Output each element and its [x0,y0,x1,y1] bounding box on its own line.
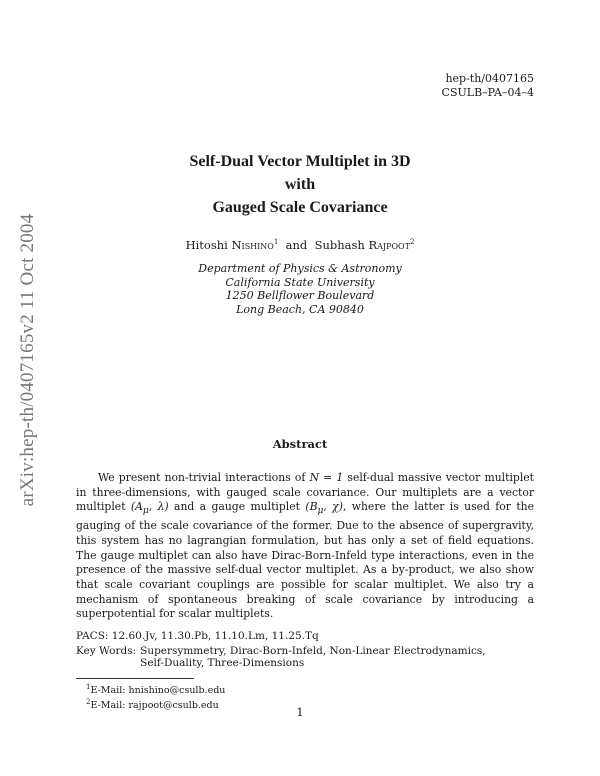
key-words-line-1: Supersymmetry, Dirac-Born-Infeld, Non-Linear Electrodynamics, [140,645,486,657]
abstract-text-1: We present non-trivial interactions of [98,471,310,484]
author-2-last: Rajpoot [368,238,410,252]
math-gauge-multiplet: ($B_\mu$, χ) [305,500,343,517]
footnote-2-text: E-Mail: rajpoot@csulb.edu [90,700,219,712]
footnote-1-text: E-Mail: hnishino@csulb.edu [90,685,226,697]
page-number: 1 [296,705,304,719]
paper-title [0,150,600,219]
affiliation [0,262,600,316]
affiliation-line-3: 1250 Bellflower Boulevard [225,289,375,302]
author-1-last: Nishino [231,238,274,252]
title-line-2: with [284,176,316,193]
key-words [76,645,486,669]
abstract-text-2: self-dual massive vector multiplet in three-dimensions, with gauged scale covariance. Our multiplets are a vector multiplet [76,471,534,514]
report-number-1: hep-th/0407165 [445,72,534,85]
footnote-2-mark: 2 [86,698,91,706]
affiliation-line-2: California State University [225,275,375,289]
abstract-text-4: , where the latter is used for the gauging of the scale covariance of the former. Due to the absence of supergravity, this system has no lagrangian formulation, but has only a set of field equations. The gauge multiplet can also have Dirac-Born-Infeld type interactions, even in the presence of the massive self-dual vector multiplet. As a by-product, we also show that scale covariant couplings are possible for scalar multiplet. We also try a mechanism of spontaneous breaking of scale covariance by introducing a superpotential for scalar multiplets. [76,500,534,621]
footnote-rule [76,678,194,679]
arxiv-identifier: arXiv:hep-th/0407165v2 11 Oct 2004 [17,213,38,507]
author-2-footnote-mark: 2 [409,238,415,247]
pacs-codes: PACS: 12.60.Jv, 11.30.Pb, 11.10.Lm, 11.25.Tq [76,630,319,642]
affiliation-line-4: Long Beach, CA 90840 [236,302,364,316]
title-line-1: Self-Dual Vector Multiplet in 3D [189,153,411,170]
title-line-3: Gauged Scale Covariance [212,199,388,216]
key-words-label: Key Words: [76,645,137,657]
author-list [0,238,600,252]
math-vector-multiplet: ($A_\mu$, λ) [130,500,169,517]
footnote-1-mark: 1 [86,683,91,691]
abstract-heading: Abstract [272,437,328,451]
footnote-1 [86,683,225,696]
abstract-body [76,471,534,622]
report-numbers [442,72,534,100]
arxiv-sidebar-stamp [8,210,48,510]
author-1-first: Hitoshi [185,238,228,252]
key-words-line-2: Self-Duality, Three-Dimensions [140,657,305,669]
math-n-equals-1: N = 1 [309,471,344,484]
author-2-first: Subhash [314,238,365,252]
report-number-2: CSULB–PA–04–4 [441,86,534,99]
author-1-footnote-mark: 1 [273,238,279,247]
author-separator: and [285,238,308,252]
affiliation-line-1: Department of Physics & Astronomy [198,262,402,275]
abstract-text-3: and a gauge multiplet [168,500,306,514]
